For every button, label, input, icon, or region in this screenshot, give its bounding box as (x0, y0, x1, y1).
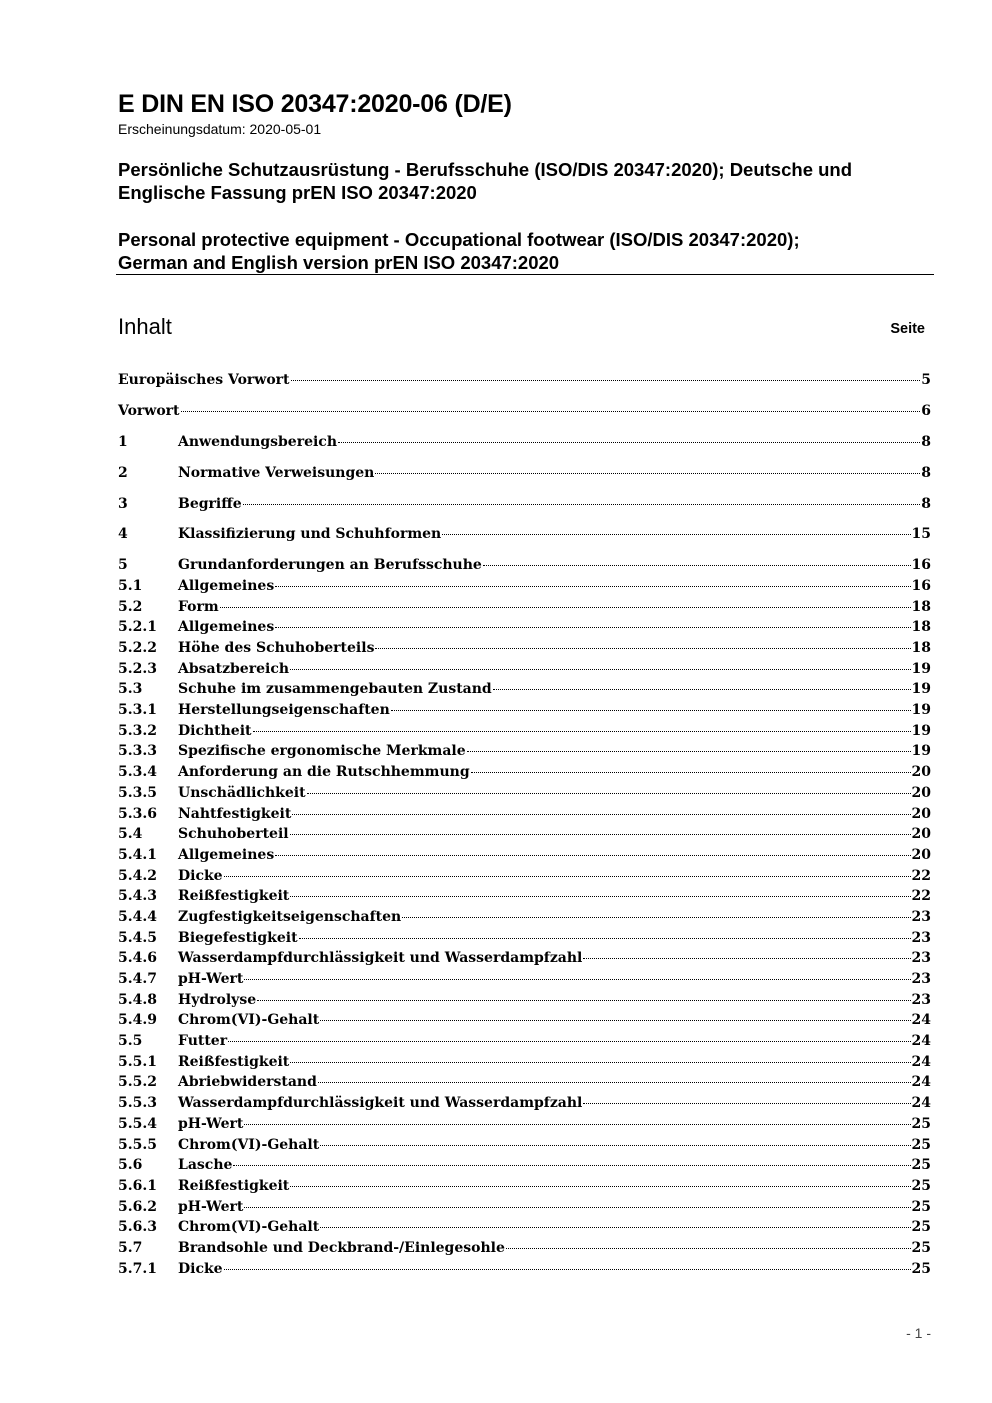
toc-dot-leader (471, 772, 911, 773)
toc-entry-page: 8 (921, 495, 931, 512)
toc-entry-number: 5.5.1 (118, 1053, 157, 1070)
toc-entry[interactable] (118, 524, 931, 545)
toc-entry-page: 18 (911, 598, 931, 615)
toc-dot-leader (224, 876, 911, 877)
toc-entry-number: 5.5.3 (118, 1095, 157, 1112)
toc-entry[interactable] (118, 597, 931, 618)
publication-date: Erscheinungsdatum: 2020-05-01 (118, 121, 322, 137)
toc-entry-title: Herstellungseigenschaften (178, 702, 390, 719)
title-divider (116, 274, 934, 275)
toc-dot-leader (292, 814, 910, 815)
toc-entry-page: 25 (911, 1115, 931, 1132)
toc-entry-title: Höhe des Schuhoberteils (178, 640, 375, 656)
toc-entry-page: 20 (911, 784, 931, 801)
toc-dot-leader (275, 627, 910, 628)
toc-entry[interactable] (118, 969, 931, 990)
toc-entry-number: 5.4.6 (118, 950, 157, 967)
toc-entry-title: Futter (178, 1033, 228, 1050)
toc-entry[interactable] (118, 432, 931, 453)
toc-entry-page: 24 (911, 1074, 931, 1091)
toc-entry-title: Nahtfestigkeit (178, 805, 292, 822)
toc-entry[interactable] (118, 824, 931, 845)
toc-entry-title: Schuhe im zusammengebauten Zustand (178, 681, 492, 698)
toc-entry-title: Absatzbereich (178, 660, 290, 677)
toc-entry-number: 5.2.1 (118, 619, 157, 636)
toc-entry[interactable] (118, 1176, 931, 1197)
toc-dot-leader (290, 669, 910, 670)
toc-dot-leader (391, 710, 911, 711)
subtitle-german (118, 158, 852, 204)
toc-entry[interactable] (118, 638, 931, 659)
toc-entry[interactable] (118, 370, 931, 391)
subtitle-english (118, 228, 800, 274)
toc-dot-leader (290, 1062, 910, 1063)
toc-entry-number: 5.4.4 (118, 908, 157, 925)
toc-entry-title: Europäisches Vorwort (118, 372, 290, 388)
subtitle-german-line-1: Persönliche Schutzausrüstung - Berufsschuhe (ISO/DIS 20347:2020); Deutsche und (118, 159, 853, 180)
toc-entry-title: Form (178, 598, 219, 615)
toc-entry-page: 18 (911, 640, 931, 656)
toc-entry-number: 5.4.7 (118, 971, 157, 987)
toc-entry[interactable] (118, 1093, 931, 1114)
toc-entry-number: 5.1 (118, 577, 143, 594)
toc-entry-title: Reißfestigkeit (178, 1177, 290, 1194)
toc-entry-number: 5.6.2 (118, 1198, 157, 1215)
toc-entry-page: 19 (911, 743, 931, 760)
table-of-contents (118, 370, 931, 1279)
toc-entry-page: 8 (921, 464, 931, 481)
toc-entry[interactable] (118, 741, 931, 762)
toc-dot-leader (493, 689, 911, 690)
toc-dot-leader (181, 411, 921, 412)
toc-entry-title: Schuhoberteil (178, 826, 289, 843)
toc-entry-title: Chrom(VI)-Gehalt (178, 1136, 320, 1153)
toc-entry-title: Allgemeines (178, 619, 275, 636)
toc-entry-title: pH-Wert (178, 971, 244, 987)
toc-entry-title: Vorwort (118, 402, 180, 419)
toc-entry[interactable] (118, 721, 931, 742)
toc-dot-leader (257, 1000, 910, 1001)
toc-entry-number: 5.6.1 (118, 1177, 157, 1194)
toc-entry-page: 25 (911, 1239, 931, 1256)
toc-entry-page: 23 (911, 908, 931, 925)
toc-entry-number: 2 (118, 464, 128, 481)
toc-entry-page: 5 (921, 372, 931, 388)
toc-entry-title: Brandsohle und Deckbrand-/Einlegesohle (178, 1239, 505, 1256)
toc-dot-leader (320, 1020, 910, 1021)
toc-dot-leader (483, 565, 911, 566)
toc-entry-page: 25 (911, 1136, 931, 1153)
toc-entry-title: Begriffe (178, 495, 242, 512)
toc-entry-number: 5.4 (118, 826, 143, 843)
toc-entry[interactable] (118, 1259, 931, 1280)
toc-dot-leader (244, 1124, 910, 1125)
toc-entry-number: 5.7 (118, 1239, 143, 1256)
toc-entry-title: Dicke (178, 1260, 223, 1277)
toc-entry-page: 22 (911, 888, 931, 905)
toc-entry-title: Hydrolyse (178, 991, 257, 1008)
toc-entry-page: 20 (911, 826, 931, 843)
toc-entry[interactable] (118, 463, 931, 484)
toc-entry-page: 19 (911, 702, 931, 719)
toc-dot-leader (253, 731, 911, 732)
toc-entry-page: 24 (911, 1053, 931, 1070)
document-title: E DIN EN ISO 20347:2020-06 (D/E) (118, 90, 512, 118)
toc-dot-leader (220, 607, 911, 608)
toc-dot-leader (442, 534, 910, 535)
toc-page-column-label: Seite (890, 321, 925, 337)
toc-entry-number: 5.5.4 (118, 1115, 157, 1132)
subtitle-german-line-2: Englische Fassung prEN ISO 20347:2020 (118, 182, 477, 203)
toc-entry-number: 5.3.1 (118, 702, 157, 719)
toc-dot-leader (224, 1269, 911, 1270)
toc-entry-title: Allgemeines (178, 846, 275, 863)
toc-entry-title: Lasche (178, 1157, 233, 1174)
toc-entry-number: 5.7.1 (118, 1260, 157, 1277)
toc-dot-leader (320, 1145, 910, 1146)
toc-dot-leader (583, 958, 910, 959)
toc-dot-leader (233, 1165, 910, 1166)
toc-entry-title: Biegefestigkeit (178, 929, 298, 946)
toc-entry-page: 25 (911, 1219, 931, 1236)
toc-entry-title: Normative Verweisungen (178, 464, 375, 481)
toc-entry-number: 1 (118, 433, 128, 450)
toc-dot-leader (318, 1082, 911, 1083)
toc-entry[interactable] (118, 948, 931, 969)
toc-entry-number: 4 (118, 526, 128, 543)
toc-dot-leader (320, 1227, 910, 1228)
toc-entry-title: Wasserdampfdurchlässigkeit und Wasserdampfzahl (178, 1095, 583, 1112)
toc-entry-number: 5 (118, 557, 128, 574)
toc-entry[interactable] (118, 1072, 931, 1093)
toc-dot-leader (275, 855, 910, 856)
toc-entry[interactable] (118, 1217, 931, 1238)
toc-entry-page: 20 (911, 846, 931, 863)
toc-entry-number: 5.3.6 (118, 805, 157, 822)
toc-dot-leader (402, 917, 910, 918)
toc-entry-number: 5.3.4 (118, 764, 157, 781)
toc-entry-title: Klassifizierung und Schuhformen (178, 526, 442, 543)
toc-entry-page: 25 (911, 1260, 931, 1277)
toc-entry[interactable] (118, 907, 931, 928)
toc-entry-page: 16 (911, 577, 931, 594)
toc-dot-leader (299, 938, 911, 939)
toc-entry-title: Spezifische ergonomische Merkmale (178, 743, 466, 760)
toc-dot-leader (307, 793, 911, 794)
toc-entry-number: 5.2.3 (118, 660, 157, 677)
toc-dot-leader (244, 979, 910, 980)
toc-entry[interactable] (118, 804, 931, 825)
toc-dot-leader (243, 504, 921, 505)
toc-entry-page: 23 (911, 991, 931, 1008)
toc-entry-number: 5.3.3 (118, 743, 157, 760)
toc-entry-number: 5.5.2 (118, 1074, 157, 1091)
toc-dot-leader (583, 1103, 910, 1104)
toc-dot-leader (467, 751, 911, 752)
toc-entry-number: 5.3.5 (118, 784, 157, 801)
toc-entry[interactable] (118, 928, 931, 949)
toc-entry[interactable] (118, 401, 931, 422)
toc-entry-title: Abriebwiderstand (178, 1074, 317, 1091)
toc-entry[interactable] (118, 494, 931, 515)
toc-entry-page: 25 (911, 1177, 931, 1194)
toc-entry-page: 23 (911, 971, 931, 987)
toc-entry-title: Unschädlichkeit (178, 784, 306, 801)
toc-entry-number: 5.4.9 (118, 1012, 157, 1029)
toc-heading: Inhalt (118, 314, 172, 339)
toc-entry-number: 5.6.3 (118, 1219, 157, 1236)
toc-entry[interactable] (118, 555, 931, 576)
toc-entry-page: 23 (911, 950, 931, 967)
toc-entry-title: Grundanforderungen an Berufsschuhe (178, 557, 482, 574)
toc-entry-page: 20 (911, 764, 931, 781)
toc-entry[interactable] (118, 576, 931, 597)
toc-entry-number: 5.3.2 (118, 722, 157, 739)
toc-entry[interactable] (118, 762, 931, 783)
toc-entry[interactable] (118, 1010, 931, 1031)
toc-dot-leader (275, 586, 910, 587)
toc-entry-title: pH-Wert (178, 1115, 244, 1132)
page-number: - 1 - (906, 1325, 931, 1341)
subtitle-english-line-1: Personal protective equipment - Occupational footwear (ISO/DIS 20347:2020); (118, 229, 800, 250)
toc-entry-title: Dichtheit (178, 722, 252, 739)
toc-entry[interactable] (118, 1052, 931, 1073)
toc-entry[interactable] (118, 783, 931, 804)
toc-entry-page: 19 (911, 681, 931, 698)
toc-entry-number: 5.5 (118, 1033, 143, 1050)
toc-dot-leader (244, 1207, 910, 1208)
toc-entry[interactable] (118, 1114, 931, 1135)
toc-dot-leader (290, 896, 910, 897)
toc-entry-title: Wasserdampfdurchlässigkeit und Wasserdampfzahl (178, 950, 583, 967)
subtitle-english-line-2: German and English version prEN ISO 20347:2020 (118, 252, 560, 273)
toc-entry-page: 19 (911, 722, 931, 739)
toc-entry-number: 5.2.2 (118, 640, 157, 656)
toc-entry-page: 23 (911, 929, 931, 946)
toc-entry-title: Reißfestigkeit (178, 1053, 290, 1070)
toc-entry-number: 5.3 (118, 681, 143, 698)
toc-entry-page: 16 (911, 557, 931, 574)
toc-entry-title: Chrom(VI)-Gehalt (178, 1012, 320, 1029)
toc-entry[interactable] (118, 1031, 931, 1052)
toc-entry[interactable] (118, 990, 931, 1011)
toc-dot-leader (375, 648, 910, 649)
toc-dot-leader (290, 834, 911, 835)
toc-entry-page: 18 (911, 619, 931, 636)
toc-dot-leader (291, 380, 921, 381)
toc-entry-page: 15 (911, 526, 931, 543)
toc-entry-title: Anforderung an die Rutschhemmung (178, 764, 470, 781)
toc-entry[interactable] (118, 700, 931, 721)
toc-entry-page: 24 (911, 1033, 931, 1050)
toc-dot-leader (506, 1248, 911, 1249)
toc-entry[interactable] (118, 1155, 931, 1176)
toc-entry[interactable] (118, 679, 931, 700)
toc-entry-page: 25 (911, 1157, 931, 1174)
toc-entry-number: 5.4.5 (118, 929, 157, 946)
toc-dot-leader (290, 1186, 910, 1187)
toc-entry-number: 5.4.8 (118, 991, 157, 1008)
toc-entry-number: 5.2 (118, 598, 143, 615)
toc-entry-page: 25 (911, 1198, 931, 1215)
toc-entry[interactable] (118, 866, 931, 887)
toc-dot-leader (375, 473, 920, 474)
toc-entry-title: Chrom(VI)-Gehalt (178, 1219, 320, 1236)
toc-entry-title: Anwendungsbereich (178, 433, 337, 450)
toc-entry[interactable] (118, 845, 931, 866)
toc-entry[interactable] (118, 1135, 931, 1156)
toc-entry-number: 5.4.2 (118, 867, 157, 884)
toc-entry[interactable] (118, 1197, 931, 1218)
toc-entry[interactable] (118, 886, 931, 907)
toc-entry-title: Zugfestigkeitseigenschaften (178, 908, 402, 925)
toc-entry-page: 20 (911, 805, 931, 822)
toc-entry-title: pH-Wert (178, 1198, 244, 1215)
toc-entry-title: Reißfestigkeit (178, 888, 290, 905)
toc-entry-title: Dicke (178, 867, 223, 884)
toc-entry-page: 22 (911, 867, 931, 884)
toc-entry[interactable] (118, 659, 931, 680)
toc-entry-page: 8 (921, 433, 931, 450)
toc-entry-page: 6 (921, 402, 931, 419)
toc-entry-number: 5.5.5 (118, 1136, 157, 1153)
toc-dot-leader (338, 442, 920, 443)
toc-entry-page: 19 (911, 660, 931, 677)
toc-entry[interactable] (118, 1238, 931, 1259)
toc-dot-leader (228, 1041, 910, 1042)
toc-entry-number: 5.4.3 (118, 888, 157, 905)
toc-entry-page: 24 (911, 1012, 931, 1029)
toc-entry-number: 3 (118, 495, 128, 512)
toc-entry-title: Allgemeines (178, 577, 275, 594)
toc-entry[interactable] (118, 617, 931, 638)
toc-entry-number: 5.4.1 (118, 846, 157, 863)
toc-entry-page: 24 (911, 1095, 931, 1112)
toc-entry-number: 5.6 (118, 1157, 143, 1174)
